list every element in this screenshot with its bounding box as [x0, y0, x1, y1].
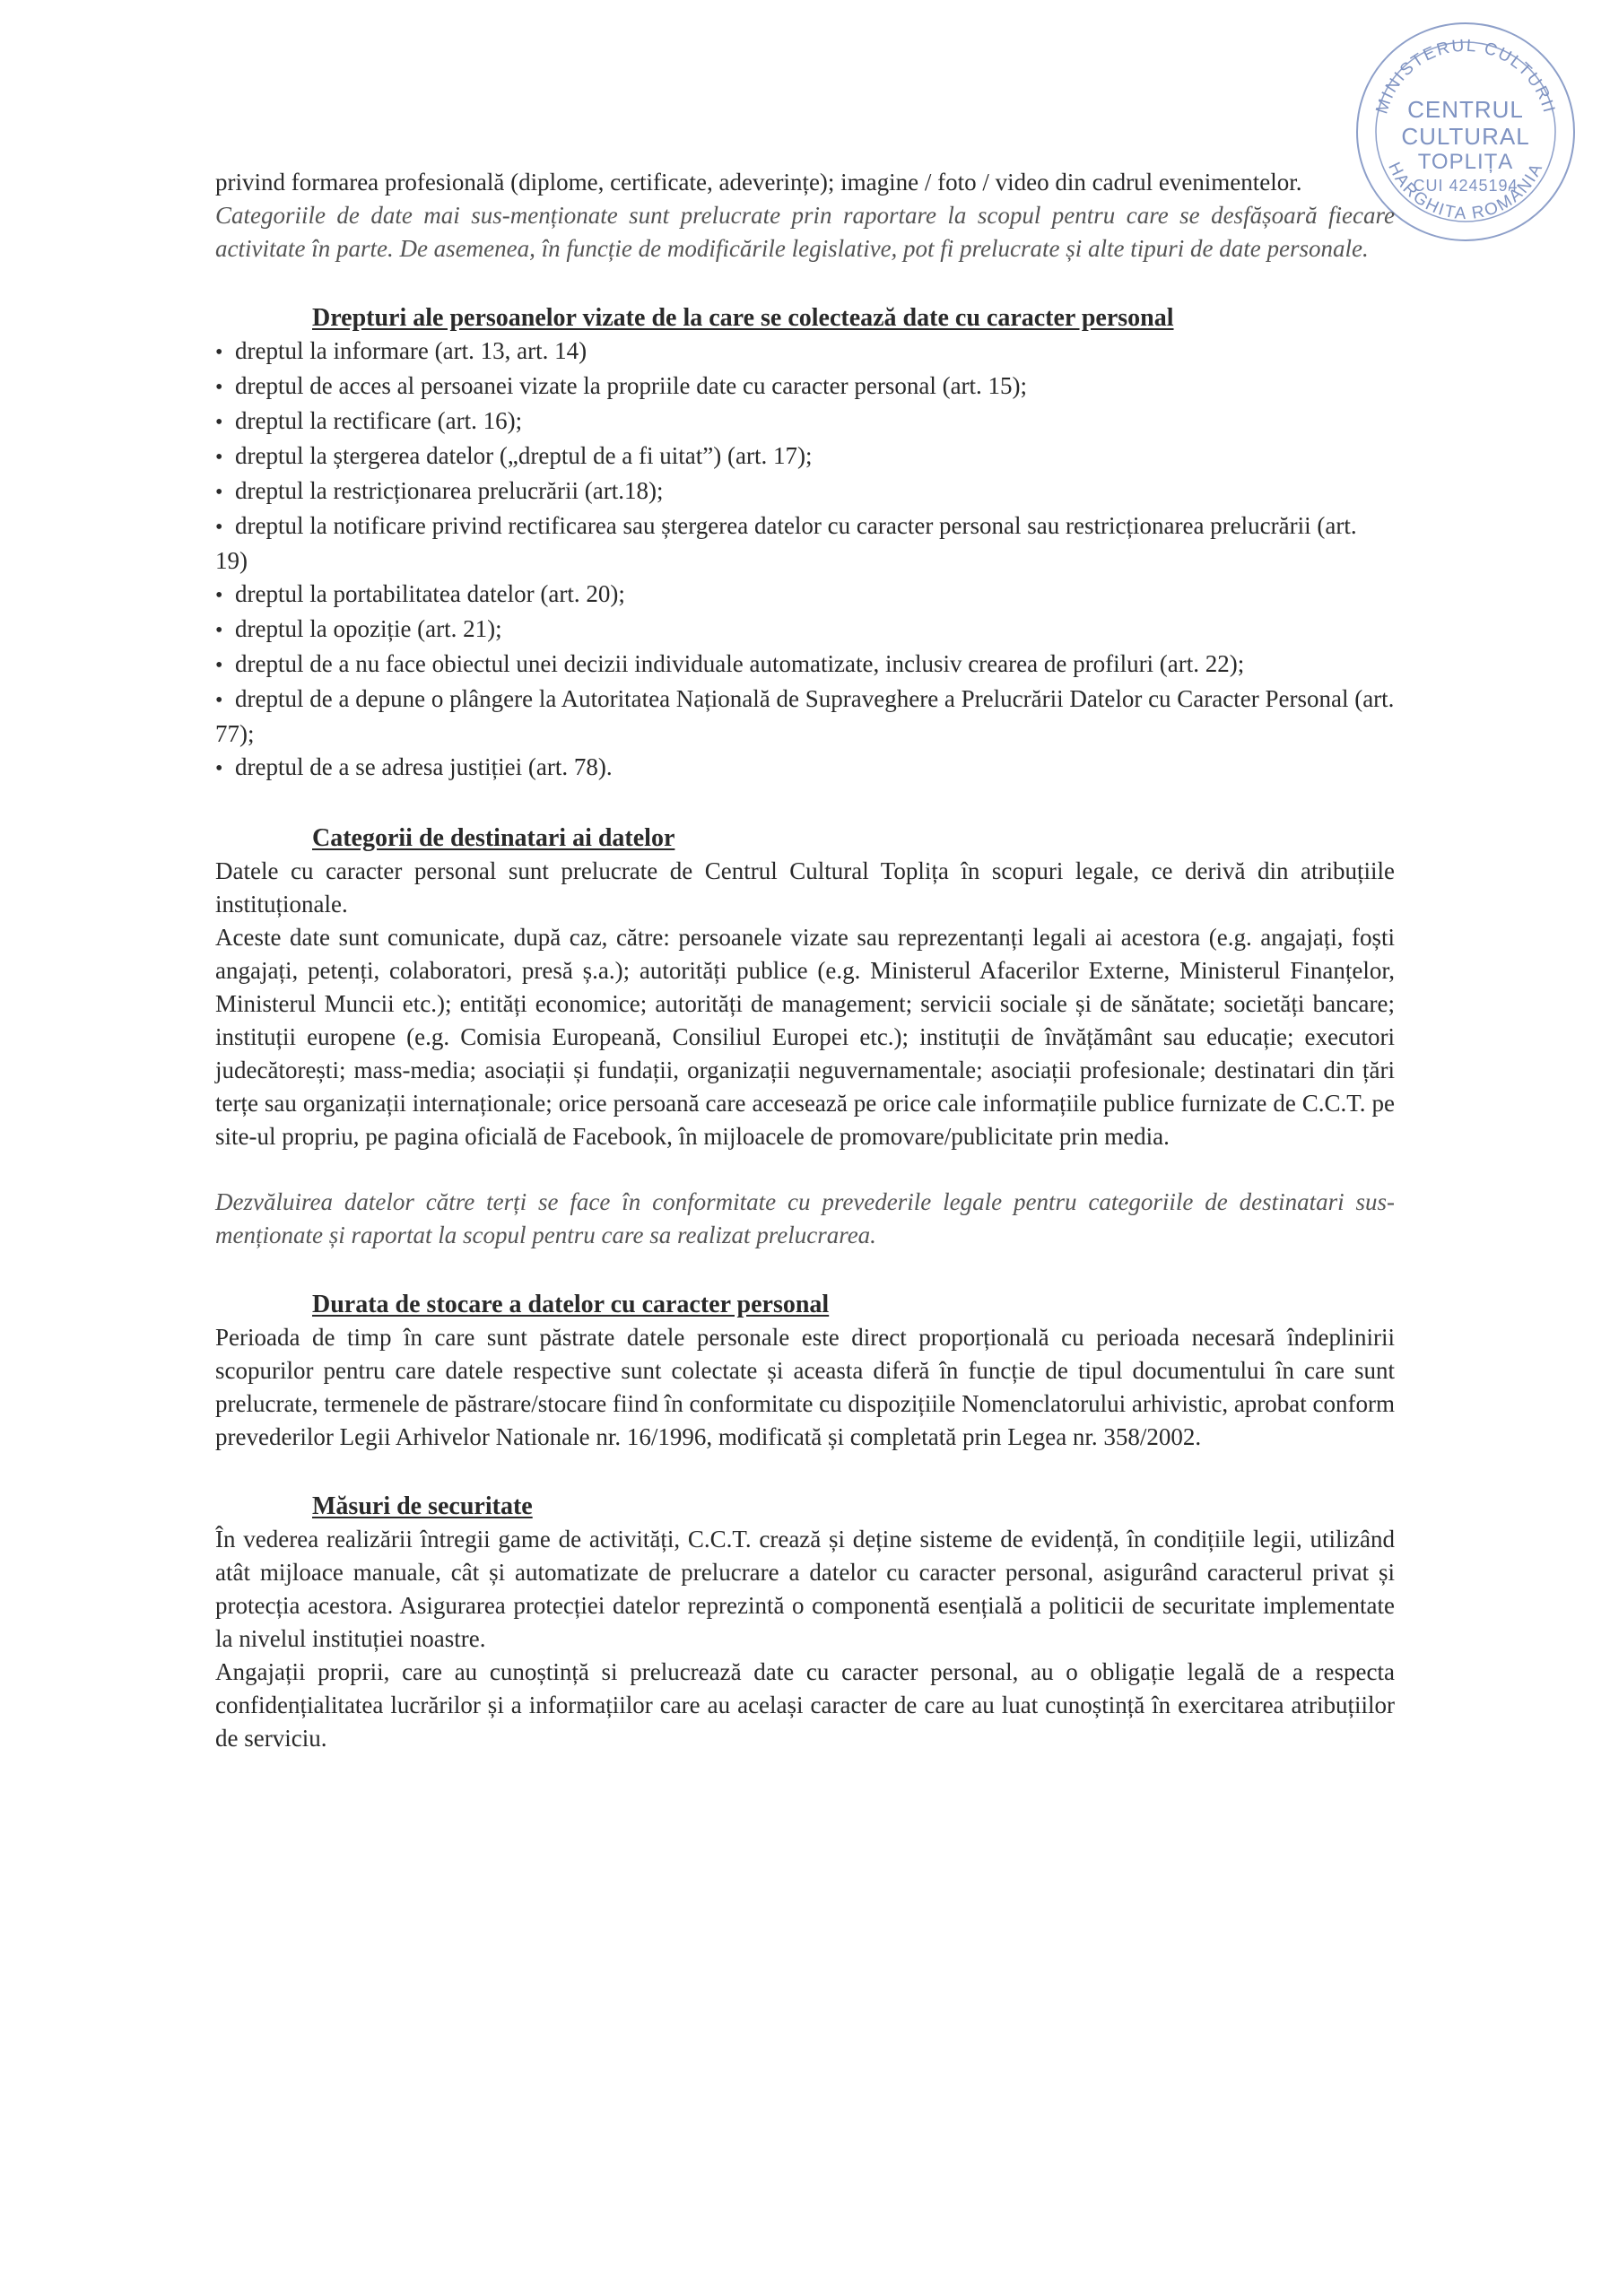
- list-item: [215, 509, 1395, 578]
- bullet-icon: •: [215, 619, 223, 642]
- right-text: dreptul la portabilitatea datelor (art. 20);: [235, 580, 625, 607]
- rights-heading: Drepturi ale persoanelor vizate de la care se colectează date cu caracter personal: [312, 304, 1174, 332]
- bullet-icon: •: [215, 481, 223, 504]
- list-item: [215, 370, 1395, 404]
- right-text: dreptul de a se adresa justiției (art. 78).: [235, 753, 613, 780]
- list-item: [215, 404, 1395, 439]
- right-text: dreptul la restricționarea prelucrării (art.18);: [235, 477, 664, 504]
- intro-text: privind formarea profesională (diplome, certificate, adeverințe); imagine / foto / video din cadrul evenimentelor.: [215, 169, 1302, 196]
- bullet-icon: •: [215, 516, 223, 539]
- right-text: dreptul de a nu face obiectul unei decizii individuale automatizate, inclusiv crearea de profiluri (art. 22);: [235, 650, 1245, 677]
- recipients-paragraph: Aceste date sunt comunicate, după caz, către: persoanele vizate sau reprezentanți legali ai acestora (e.g. angajați, foști angajați, petenți, colaboratori, presă ș.a.); autorități publice (e.g. Ministerul Afacerilor Externe, Ministerul Finanțelor, Ministerul Muncii etc.); entități economice; autorități de management; servicii sociale și de sănătate; societăți bancare; instituții europene (e.g. Comisia Europeană, Consiliul Europei etc.); instituții de învățământ sau educație; executori judecătorești; mass-media; asociații și fundații, organizații neguvernamentale; asociații profesionale; destinatari din țări terțe sau organizații internaționale; orice persoană care accesează pe orice cale informațiile publice furnizate de C.C.T. pe site-ul propriu, pe pagina oficială de Facebook, în mijloacele de promovare/publicitate prin media.: [215, 924, 1395, 1150]
- bullet-icon: •: [215, 341, 223, 364]
- right-text: dreptul la notificare privind rectificarea sau ștergerea datelor cu caracter personal sau restricționarea prelucrării (art. 19): [215, 512, 1357, 574]
- recipients-italic-note: Dezvăluirea datelor către terți se face în conformitate cu prevederile legale pentru categoriile de destinatari sus-menționate și raportat la scopul pentru care sa realizat prelucrarea.: [215, 1188, 1395, 1248]
- right-text: dreptul la opoziție (art. 21);: [235, 615, 502, 642]
- list-item: [215, 613, 1395, 648]
- bullet-icon: •: [215, 446, 223, 469]
- rights-list: [215, 335, 1395, 786]
- intro-italic-note: Categoriile de date mai sus-menționate sunt prelucrate prin raportare la scopul pentru care se desfășoară fiecare activitate în parte. De asemenea, în funcție de modificările legislative, pot fi prelucrate și alte tipuri de date personale.: [215, 202, 1395, 262]
- security-section: [215, 1490, 1395, 1755]
- storage-paragraph: Perioada de timp în care sunt păstrate datele personale este direct proporțională cu perioada necesară îndeplinirii scopurilor pentru care datele respective sunt colectate și aceasta diferă în funcție de tipul documentului în care sunt prelucrate, termenele de păstrare/stocare fiind în conformitate cu dispozițiile Nomenclatorului arhivistic, aprobat conform prevederilor Legii Arhivelor Nationale nr. 16/1996, modificată și completată prin Legea nr. 358/2002.: [215, 1324, 1395, 1450]
- stamp-center: [1385, 51, 1546, 213]
- rights-section: [215, 301, 1395, 786]
- list-item: [215, 474, 1395, 509]
- recipients-section: [215, 822, 1395, 1252]
- list-item: [215, 683, 1395, 751]
- bullet-icon: •: [215, 689, 223, 712]
- right-text: dreptul de acces al persoanei vizate la propriile date cu caracter personal (art. 15);: [235, 372, 1028, 399]
- recipients-heading: Categorii de destinatari ai datelor: [312, 824, 675, 852]
- bullet-icon: •: [215, 376, 223, 399]
- stamp-ring-top: MINISTERUL CULTURII: [1372, 36, 1559, 117]
- stamp-line-centrul: CENTRUL: [1407, 96, 1524, 123]
- right-text: dreptul la rectificare (art. 16);: [235, 407, 523, 434]
- list-item: [215, 439, 1395, 474]
- storage-heading: Durata de stocare a datelor cu caracter personal: [312, 1291, 830, 1318]
- list-item: [215, 648, 1395, 683]
- stamp-line-toplita: TOPLIȚA: [1417, 150, 1514, 174]
- bullet-icon: •: [215, 654, 223, 677]
- bullet-icon: •: [215, 584, 223, 607]
- stamp-line-cultural: CULTURAL: [1401, 123, 1530, 150]
- storage-section: [215, 1288, 1395, 1454]
- list-item: [215, 751, 1395, 786]
- security-heading: Măsuri de securitate: [312, 1492, 533, 1520]
- recipients-paragraph: Datele cu caracter personal sunt prelucrate de Centrul Cultural Toplița în scopuri legale, ce derivă din atribuțiile instituționale.: [215, 857, 1395, 918]
- list-item: [215, 578, 1395, 613]
- security-paragraph: În vederea realizării întregii game de activități, C.C.T. crează și deține sisteme de evidență, în condițiile legii, utilizând atât mijloace manuale, cât și automatizate de prelucrare a datelor cu caracter personal, asigurând caracterul privat și protecția acestora. Asigurarea protecției datelor reprezintă o componentă esențială a politicii de securitate implementate la nivelul instituției noastre.: [215, 1526, 1395, 1652]
- stamp-ring-bottom: HARGHITA ROMÂNIA: [1384, 159, 1547, 224]
- list-item: [215, 335, 1395, 370]
- bullet-icon: •: [215, 757, 223, 780]
- right-text: dreptul la ștergerea datelor („dreptul de a fi uitat”) (art. 17);: [235, 442, 813, 469]
- document-page: [215, 166, 1395, 1755]
- right-text: dreptul la informare (art. 13, art. 14): [235, 337, 587, 364]
- stamp-line-cui: CUI 4245194: [1413, 177, 1519, 195]
- right-text: dreptul de a depune o plângere la Autoritatea Națională de Supraveghere a Prelucrării Datelor cu Caracter Personal (art. 77);: [215, 685, 1395, 747]
- bullet-icon: •: [215, 411, 223, 434]
- security-paragraph: Angajații proprii, care au cunoștință si prelucrează date cu caracter personal, au o obligație legală de a respecta confidențialitatea lucrărilor și a informațiilor care au același caracter de care au luat cunoștință în exercitarea atribuțiilor de serviciu.: [215, 1658, 1395, 1752]
